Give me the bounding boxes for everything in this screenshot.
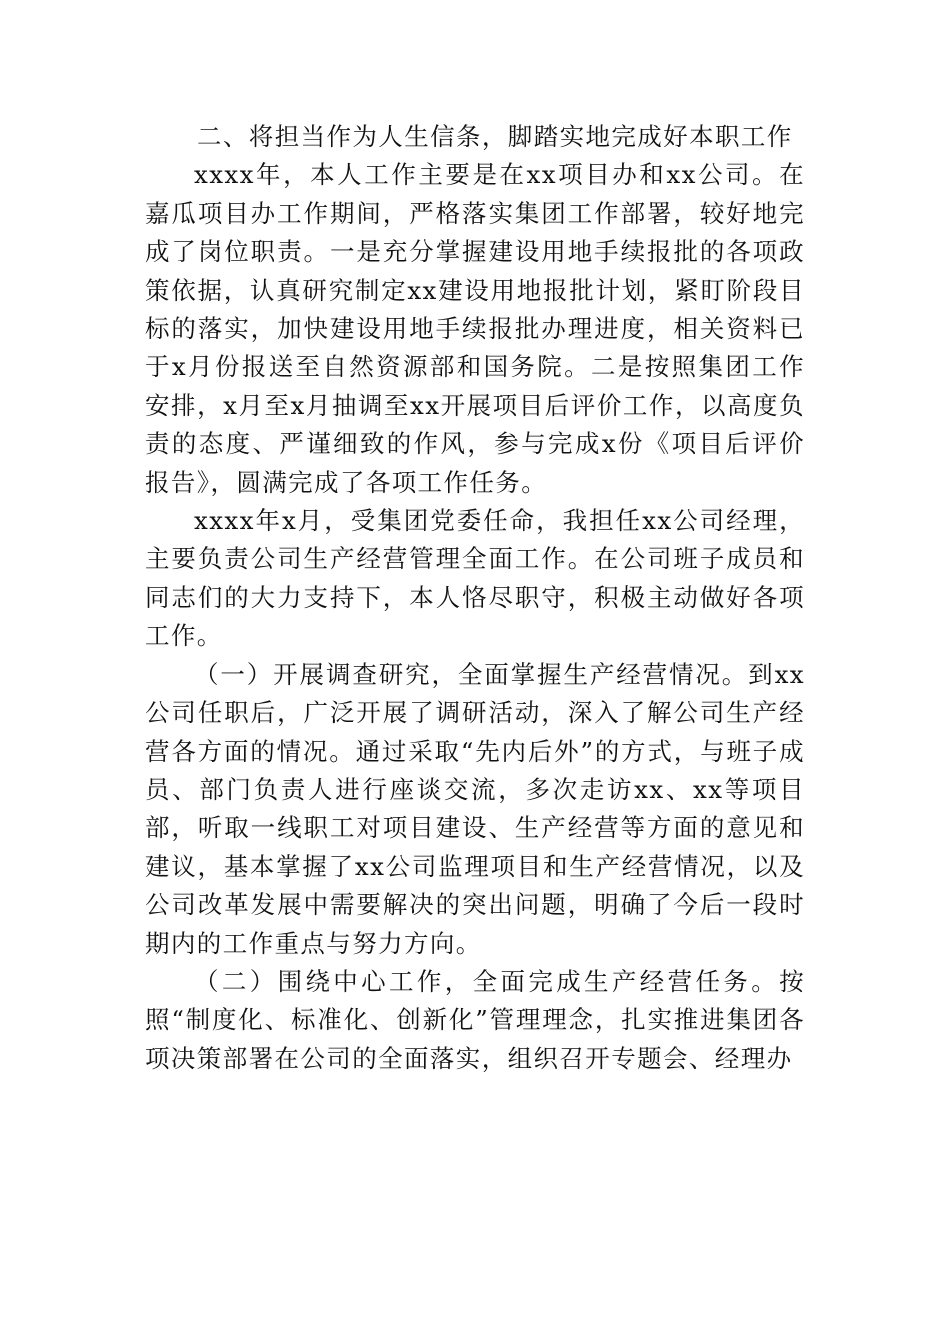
paragraph-research: （一）开展调查研究，全面掌握生产经营情况。到xx公司任职后，广泛开展了调研活动，深入了解公司生产经营各方面的情况。通过采取“先内后外”的方式，与班子成员、部门负责人进行座谈交流，多次走访xx、xx等项目部，听取一线职工对项目建设、生产经营等方面的意见和建议，基本掌握了xx公司监理项目和生产经营情况，以及公司改革发展中需要解决的突出问题，明确了今后一段时期内的工作重点与努力方向。 [145, 659, 805, 958]
document-body [145, 118, 805, 1078]
paragraph-work-summary: xxxx年，本人工作主要是在xx项目办和xx公司。在嘉瓜项目办工作期间，严格落实集团工作部署，较好地完成了岗位职责。一是充分掌握建设用地手续报批的各项政策依据，认真研究制定xx建设用地报批计划，紧盯阶段目标的落实，加快建设用地手续报批办理进度，相关资料已于x月份报送至自然资源部和国务院。二是按照集团工作安排，x月至x月抽调至xx开展项目后评价工作，以高度负责的态度、严谨细致的作风，参与完成x份《项目后评价报告》，圆满完成了各项工作任务。 [145, 160, 805, 497]
paragraph-production-tasks: （二）围绕中心工作，全面完成生产经营任务。按照“制度化、标准化、创新化”管理理念，扎实推进集团各项决策部署在公司的全面落实，组织召开专题会、经理办 [145, 966, 805, 1073]
section-heading: 二、将担当作为人生信条，脚踏实地完成好本职工作 [197, 122, 793, 151]
paragraph-appointment: xxxx年x月，受集团党委任命，我担任xx公司经理，主要负责公司生产经营管理全面工作。在公司班子成员和同志们的大力支持下，本人恪尽职守，积极主动做好各项工作。 [145, 506, 805, 651]
